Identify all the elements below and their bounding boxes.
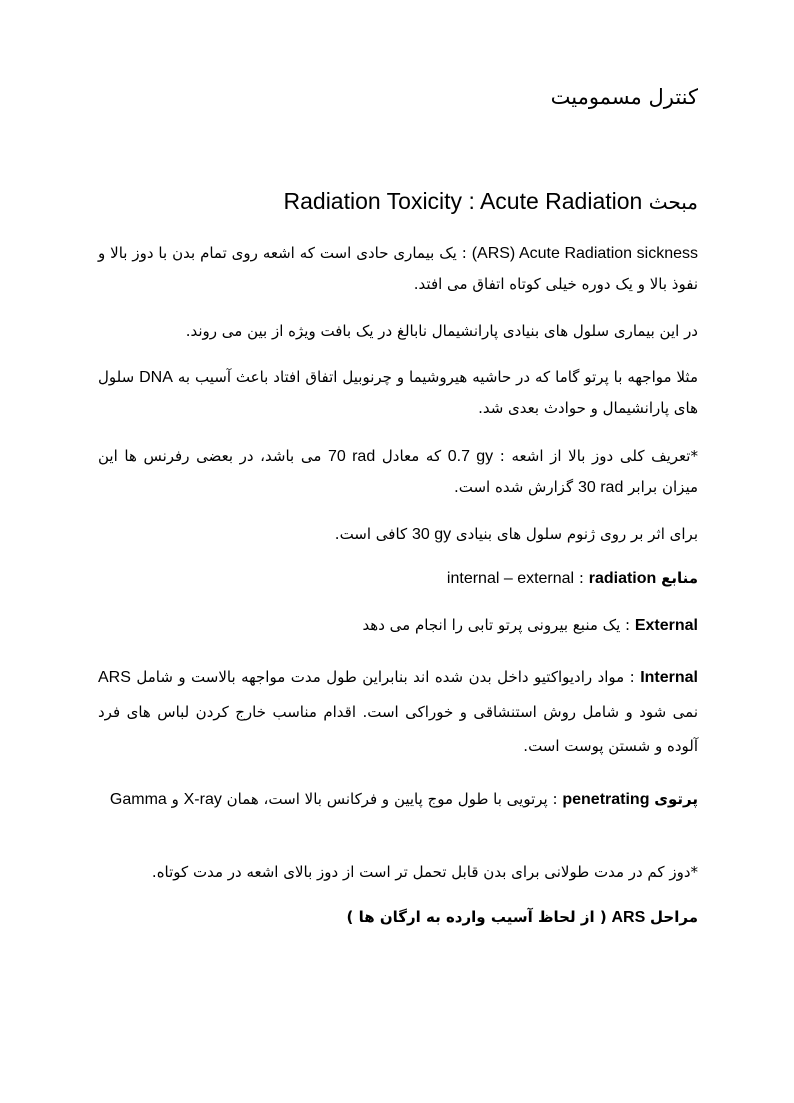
ars-paragraph	[98, 238, 698, 300]
internal-term: Internal	[640, 669, 698, 686]
stages-ars: ARS	[611, 909, 646, 926]
dose-gy: 0.7 gy	[447, 448, 494, 465]
low-dose-note: *دوز کم در مدت طولانی برای بدن قابل تحمل تر است از دوز بالای اشعه در مدت کوتاه.	[151, 863, 698, 881]
dna-term: DNA	[139, 369, 173, 386]
genome-text-2: کافی است.	[334, 525, 408, 543]
dose-rad-2: 30 rad	[577, 479, 624, 496]
external-desc: : یک منبع بیرونی پرتو تابی را انجام می دهد	[362, 616, 631, 634]
parenchymal-paragraph: در این بیماری سلول های بنیادی پارانشیمال نابالغ در یک بافت ویژه از بین می روند.	[185, 322, 698, 340]
gamma-term: Gamma	[109, 791, 167, 808]
example-text-2: سلول های پارانشیمال و حوادث بعدی شد.	[98, 368, 698, 417]
dose-text-3: می باشد، در بعضی رفرنس ها این میزان برابر	[98, 447, 698, 496]
sources-label: منابع	[661, 569, 698, 587]
stages-heading	[98, 902, 698, 933]
sources-label-en: radiation	[588, 570, 657, 587]
dose-text-4: گزارش شده است.	[453, 478, 574, 496]
topic-title-en: Radiation Toxicity : Acute Radiation	[283, 188, 643, 214]
internal-desc-2: نمی شود و شامل روش استنشاقی و خوراکی است. اقدام مناسب خارج کردن لباس های فرد آلوده و شستن پوست است.	[98, 703, 698, 755]
topic-heading	[98, 186, 698, 217]
example-paragraph	[98, 362, 698, 424]
dose-text-2: که معادل	[381, 447, 442, 465]
genome-text-1: برای اثر بر روی ژنوم سلول های بنیادی	[455, 525, 698, 543]
penetrating-desc: : پرتویی با طول موج پایین و فرکانس بالا است، همان	[226, 790, 558, 808]
genome-paragraph	[98, 519, 698, 550]
ars-definition: : یک بیماری حادی است که اشعه روی تمام بدن با دوز بالا و نفوذ بالا و یک دوره خیلی کوتاه اتفاق می افتد.	[98, 244, 698, 293]
sources-separator: :	[578, 569, 584, 587]
external-paragraph	[98, 610, 698, 641]
xray-term: X-ray	[183, 791, 222, 808]
dose-text-1: *تعریف کلی دوز بالا از اشعه :	[499, 447, 698, 465]
sources-heading	[98, 563, 698, 594]
stages-label: مراحل	[650, 908, 698, 926]
stages-desc: ( از لحاظ آسیب وارده به ارگان ها )	[346, 908, 607, 926]
example-text-1: مثلا مواجهه با پرتو گاما که در حاشیه هیروشیما و چرنوبیل اتفاق افتاد باعث آسیب به	[177, 368, 698, 386]
internal-ars: ARS	[98, 669, 131, 686]
penetrating-term-en: penetrating	[562, 791, 650, 808]
penetrating-term-fa: پرتوی	[654, 790, 698, 808]
penetrating-paragraph	[98, 784, 698, 815]
topic-label: مبحث	[648, 190, 698, 214]
sources-types: internal – external	[446, 570, 575, 587]
dose-definition-paragraph	[98, 441, 698, 503]
and-word: و	[171, 790, 179, 808]
dose-rad: 70 rad	[328, 448, 376, 465]
internal-paragraph	[98, 660, 698, 763]
internal-desc-1: : مواد رادیواکتیو داخل بدن شده اند بنابراین طول مدت مواجهه بالاست و شامل	[136, 668, 635, 686]
external-term: External	[634, 617, 698, 634]
genome-dose: 30 gy	[411, 526, 452, 543]
ars-term: (ARS) Acute Radiation sickness	[471, 245, 698, 262]
page-title: کنترل مسمومیت	[550, 85, 698, 109]
